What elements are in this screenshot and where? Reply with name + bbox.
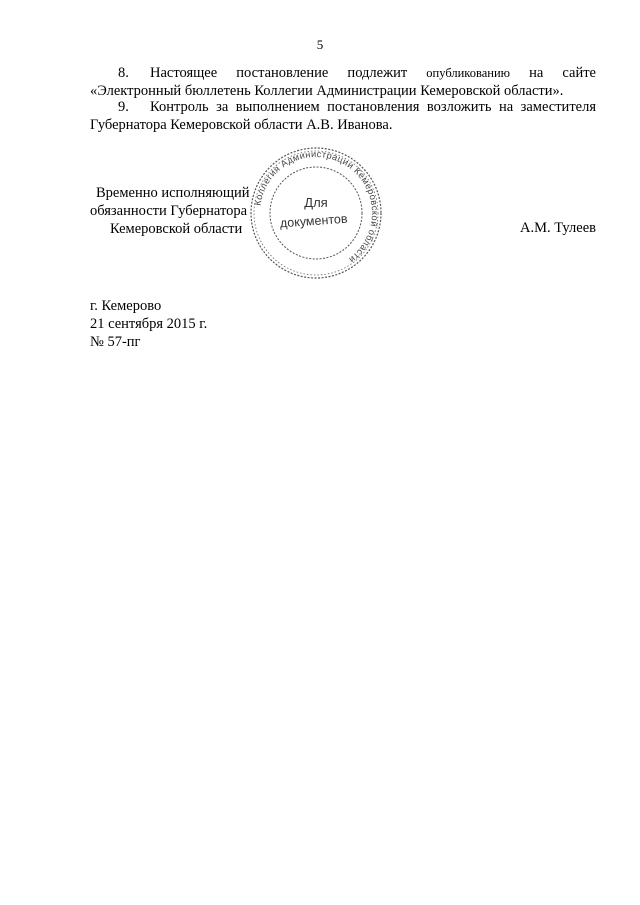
document-city: г. Кемерово [90, 298, 162, 314]
paragraph-8 [90, 64, 596, 100]
stamp-center-line-2: документов [279, 211, 348, 231]
paragraph-text: на сайте «Электронный бюллетень Коллегии Администрации Кемеровской области». [90, 65, 596, 99]
page-number: 5 [316, 37, 324, 52]
paragraph-text-small: опубликованию [426, 66, 510, 80]
signatory-name: А.М. Тулеев [520, 220, 596, 236]
paragraph-text: Контроль за выполнением постановления возложить на заместителя Губернатора Кемеровской области А.В. Иванова. [90, 99, 596, 133]
paragraph-number: 8. [118, 65, 129, 81]
paragraph-9 [90, 98, 596, 134]
signatory-title-line-1: Временно исполняющий [96, 185, 250, 201]
official-stamp [249, 146, 383, 280]
paragraph-text: Настоящее постановление подлежит [150, 65, 427, 81]
document-number: № 57-пг [90, 334, 141, 350]
document-date: 21 сентября 2015 г. [90, 316, 208, 332]
signatory-title-line-2: обязанности Губернатора [90, 203, 248, 219]
signatory-title-line-3: Кемеровской области [110, 221, 243, 237]
stamp-ring-text: Коллегия Администрации Кемеровской области [252, 148, 381, 266]
stamp-center-line-1: Для [304, 195, 328, 210]
paragraph-number: 9. [118, 99, 129, 115]
